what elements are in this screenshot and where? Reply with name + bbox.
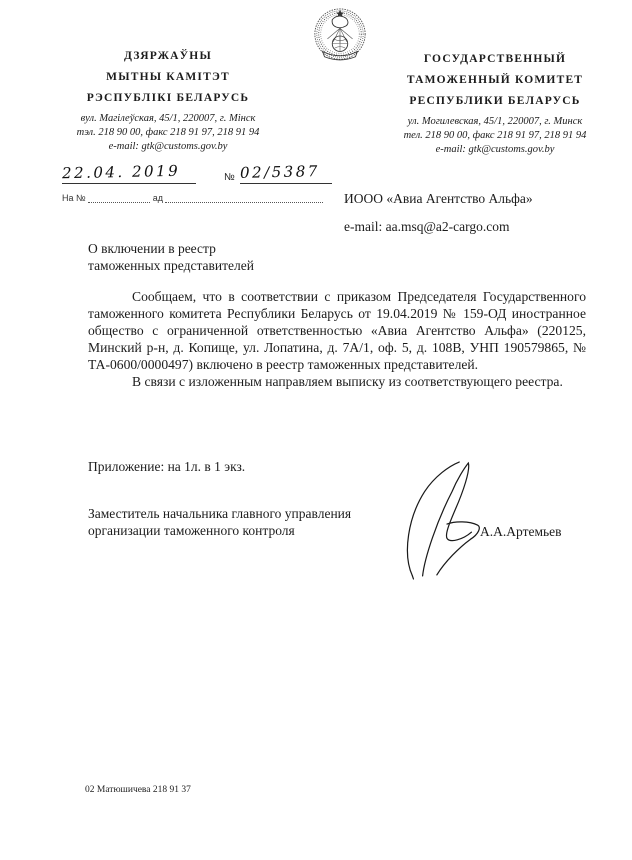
reply-na-label: На № xyxy=(62,193,86,203)
letter-body xyxy=(88,289,586,390)
address-line: ул. Могилевская, 45/1, 220007, г. Минск xyxy=(407,116,583,127)
address-line: вул. Магілеўская, 45/1, 220007, г. Мінск xyxy=(80,113,256,124)
executor-footer: 02 Матюшичева 218 91 37 xyxy=(85,785,191,795)
address-line: e-mail: gtk@customs.gov.by xyxy=(108,141,228,152)
addressee-name: ИООО «Авиа Агентство Альфа» xyxy=(344,191,533,206)
handwritten-date: 22.04. 2019 xyxy=(61,161,181,183)
org-address-belarusian xyxy=(42,112,294,154)
org-line: ДЗЯРЖАЎНЫ xyxy=(124,50,212,62)
reply-number-blank xyxy=(88,193,150,203)
org-address-russian xyxy=(366,115,624,157)
number-sign-label: № xyxy=(224,172,235,183)
org-line: ГОСУДАРСТВЕННЫЙ xyxy=(423,53,567,65)
subject-line: О включении в реестр xyxy=(88,241,216,256)
attachment-line: Приложение: на 1л. в 1 экз. xyxy=(88,459,246,474)
address-line: тел. 218 90 00, факс 218 91 97, 218 91 94 xyxy=(403,130,587,141)
outgoing-number-line xyxy=(240,163,332,184)
signer-role xyxy=(88,505,398,539)
handwritten-number: 02/5387 xyxy=(239,162,321,182)
addressee-block xyxy=(344,185,614,241)
signer-name: А.А.Артемьев xyxy=(480,524,562,539)
org-line: ТАМОЖЕННЫЙ КОМИТЕТ xyxy=(406,74,584,86)
org-line: РЭСПУБЛІКІ БЕЛАРУСЬ xyxy=(86,92,250,104)
org-line: МЫТНЫ КАМІТЭТ xyxy=(106,71,230,83)
signer-role-line: Заместитель начальника главного управления xyxy=(88,506,352,521)
outgoing-date-line xyxy=(62,163,196,184)
subject-line: таможенных представителей xyxy=(88,258,254,273)
org-name-belarusian xyxy=(52,46,284,109)
body-paragraph-1: Сообщаем, что в соответствии с приказом Председателя Государственного таможенного комитета Республики Беларусь от 19.04.2019 № 159-ОД иностранное общество с ограниченной ответственностью «Авиа Агентство Альфа» (220125, Минский р-н, д. Копище, ул. Лопатина, д. 7А/1, оф. 5, д. 108В, УНП 190579865, № ТА-0600/0000497) включено в реестр таможенных представителей. xyxy=(88,289,586,372)
signer-role-line: организации таможенного контроля xyxy=(88,523,295,538)
coat-of-arms-belarus-icon xyxy=(311,7,369,65)
address-line: e-mail: gtk@customs.gov.by xyxy=(435,144,555,155)
reply-reference-line xyxy=(62,193,323,203)
reply-ad-label: ад xyxy=(152,193,163,203)
org-line: РЕСПУБЛИКИ БЕЛАРУСЬ xyxy=(409,95,581,107)
subject-block xyxy=(88,240,388,274)
handwritten-signature xyxy=(396,460,498,580)
org-name-russian xyxy=(372,49,618,112)
reply-date-blank xyxy=(165,193,323,203)
address-line: тэл. 218 90 00, факс 218 91 97, 218 91 94 xyxy=(76,127,260,138)
body-paragraph-2: В связи с изложенным направляем выписку из соответствующего реестра. xyxy=(132,373,563,389)
addressee-email: e-mail: aa.msq@a2-cargo.com xyxy=(344,219,510,234)
